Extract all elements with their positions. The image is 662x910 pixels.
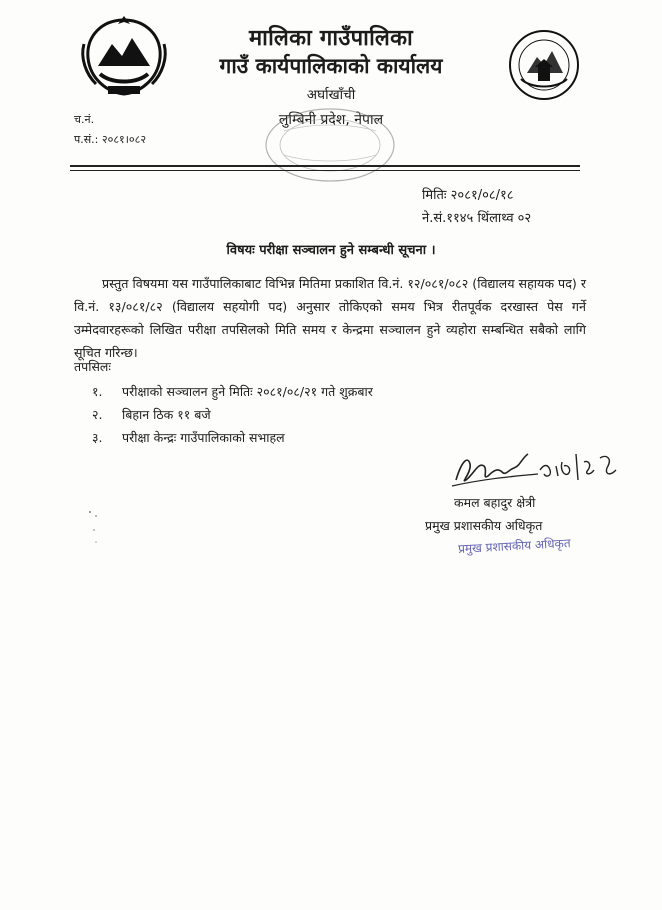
- signatory-title: प्रमुख प्रशासकीय अधिकृत: [425, 518, 543, 533]
- office-seal-stamp: [250, 105, 400, 187]
- list-item-text: परीक्षाको सञ्चालन हुने मितिः २०८१/०८/२१ गते शुक्रबार: [122, 384, 373, 399]
- date-nepal-samvat: ने.सं.११४५ थिंलाथ्व ०२: [422, 211, 532, 226]
- details-label: तपसिलः: [74, 359, 111, 374]
- header-divider-thick: [70, 165, 580, 167]
- office-address-province: लुम्बिनी प्रदेश, नेपाल: [278, 112, 384, 128]
- list-item: [92, 403, 373, 426]
- list-item: [92, 380, 373, 403]
- office-title-line1: मालिका गाउँपालिका: [249, 26, 413, 51]
- list-item-number: ३.: [92, 430, 103, 445]
- list-item-text: परीक्षा केन्द्रः गाउँपालिकाको सभाहल: [122, 430, 285, 445]
- office-address-district: अर्घाखाँची: [306, 87, 356, 103]
- notice-subject: विषयः परीक्षा सञ्चालन हुने सम्बन्धी सूचना ।: [226, 243, 436, 258]
- list-item-number: २.: [92, 407, 103, 422]
- reference-number-label: च.नं.: [74, 113, 95, 126]
- handwritten-signature: [448, 440, 628, 498]
- official-designation-stamp: प्रमुख प्रशासकीय अधिकृत: [457, 536, 571, 556]
- date-miti: मितिः २०८१/०८/१८: [422, 188, 514, 203]
- scan-specks: [84, 508, 104, 548]
- office-title-line2: गाउँ कार्यपालिकाको कार्यालय: [219, 54, 443, 78]
- details-list: [92, 380, 373, 449]
- list-item: [92, 426, 373, 449]
- notice-body: [74, 272, 586, 364]
- header-divider-thin: [70, 170, 580, 171]
- letter-number-label: प.सं.: २०८१।०८२: [74, 133, 147, 146]
- signatory-name: कमल बहादुर क्षेत्री: [454, 495, 536, 510]
- list-item-text: बिहान ठिक ११ बजे: [122, 407, 211, 422]
- list-item-number: १.: [92, 384, 103, 399]
- notice-body-text: प्रस्तुत विषयमा यस गाउँपालिकाबाट विभिन्न मितिमा प्रकाशित वि.नं. १२/०८१/०८२ (विद्यालय सहायक पद) र वि.नं. १३/०८१/८२ (विद्यालय सहयोगी पद) अनुसार तोकिएको समय भित्र रीतपूर्वक दरखास्त पेस गर्ने उम्मेदवारहरूको लिखित परीक्षा तपसिलको मिति समय र केन्द्रमा सञ्चालन हुने व्यहोरा सम्बन्धित सबैको लागि सूचित गरिन्छ।: [74, 276, 586, 360]
